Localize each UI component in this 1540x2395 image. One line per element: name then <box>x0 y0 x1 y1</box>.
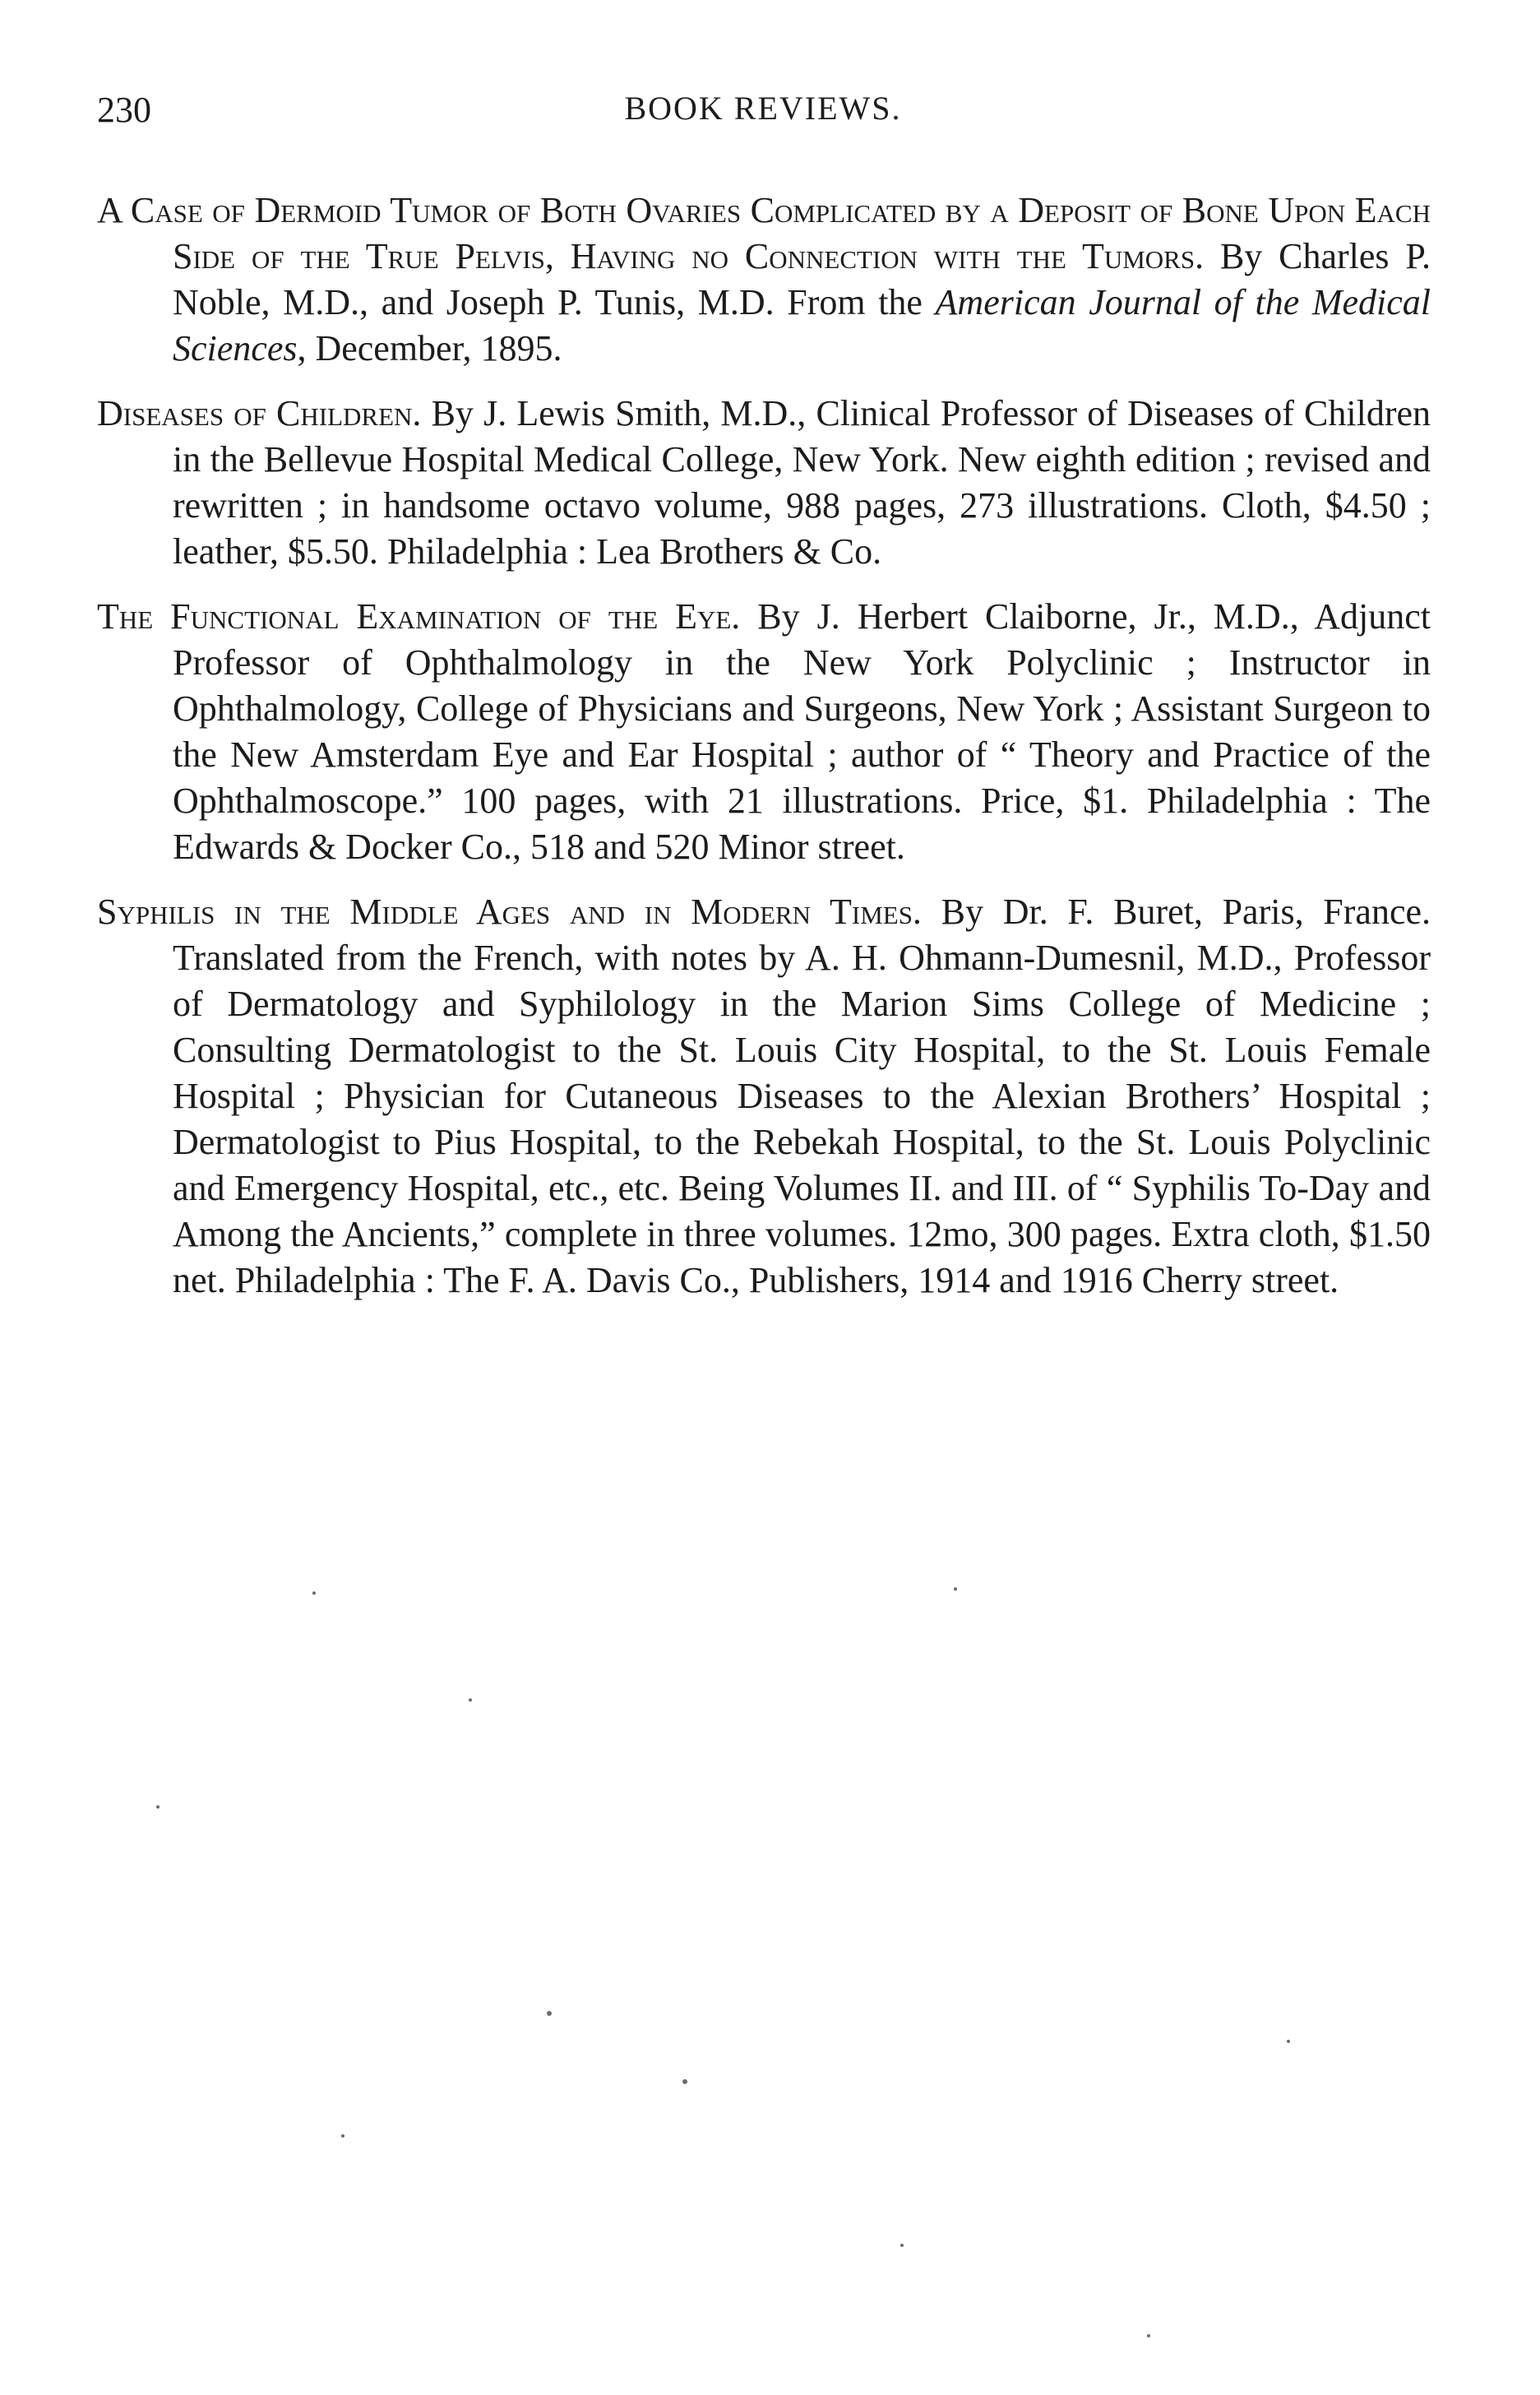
scan-speck <box>954 1587 957 1591</box>
entry-body-end: , December, 1895. <box>297 328 562 368</box>
review-entry-diseases-of-children <box>97 391 1431 575</box>
scan-speck <box>1287 2040 1290 2043</box>
review-entry-functional-examination-eye <box>97 594 1431 870</box>
entry-body: By J. Herbert Claiborne, Jr., M.D., Adjunct Professor of Ophthalmology in the New York Polyclinic ; Instructor in Ophthalmology, College of Physicians and Surgeons, New York ; Assistant Surgeon to the New Amsterdam Eye and Ear Hospital ; author of “ Theory and Practice of the Ophthalmoscope.” 100 pages, with 21 illustrations. Price, $1. Philadelphia : The Edwards & Docker Co., 518 and 520 Minor street. <box>173 596 1431 867</box>
scan-speck <box>682 2079 687 2084</box>
scan-speck <box>312 1591 316 1595</box>
scan-speck <box>900 2244 904 2247</box>
entry-title: The Functional Examination of the Eye. <box>97 596 741 637</box>
scan-speck <box>547 2011 552 2016</box>
review-entry-dermoid-tumor <box>97 188 1431 372</box>
running-head: BOOK REVIEWS. <box>624 90 902 127</box>
entry-title: Syphilis in the Middle Ages and in Modern Times. <box>97 892 922 932</box>
review-list <box>97 188 1431 1323</box>
journal-title: American Journal of the Medical Sciences <box>173 282 1431 368</box>
entry-title: A Case of Dermoid Tumor of Both Ovaries Complicated by a Deposit of Bone Upon Each Side of the True Pelvis, Having no Connection with the Tumors. <box>97 190 1431 276</box>
page-header <box>97 89 1429 138</box>
entry-title: Diseases of Children. <box>97 393 422 433</box>
review-entry-syphilis <box>97 889 1431 1304</box>
scan-speck <box>469 1698 472 1702</box>
scan-speck <box>156 1805 160 1809</box>
scan-speck <box>341 2134 345 2138</box>
entry-body: By J. Lewis Smith, M.D., Clinical Professor of Diseases of Children in the Bellevue Hospital Medical College, New York. New eighth edition ; revised and rewritten ; in handsome octavo volume, 988 pages, 273 illustrations. Cloth, $4.50 ; leather, $5.50. Philadelphia : Lea Brothers & Co. <box>173 393 1431 572</box>
entry-body: By Charles P. Noble, M.D., and Joseph P. Tunis, M.D. From the <box>173 236 1431 322</box>
page-number: 230 <box>97 90 151 130</box>
entry-body: By Dr. F. Buret, Paris, France. Translated from the French, with notes by A. H. Ohmann-Dumesnil, M.D., Professor of Dermatology and Syphilology in the Marion Sims College of Medicine ; Consulting Dermatologist to the St. Louis City Hospital, to the St. Louis Female Hospital ; Physician for Cutaneous Diseases to the Alexian Brothers’ Hospital ; Dermatologist to Pius Hospital, to the Rebekah Hospital, to the St. Louis Polyclinic and Emergency Hospital, etc., etc. Being Volumes II. and III. of “ Syphilis To-Day and Among the Ancients,” complete in three volumes. 12mo, 300 pages. Extra cloth, $1.50 net. Philadelphia : The F. A. Davis Co., Publishers, 1914 and 1916 Cherry street. <box>173 892 1431 1300</box>
scan-speck <box>1147 2334 1150 2337</box>
